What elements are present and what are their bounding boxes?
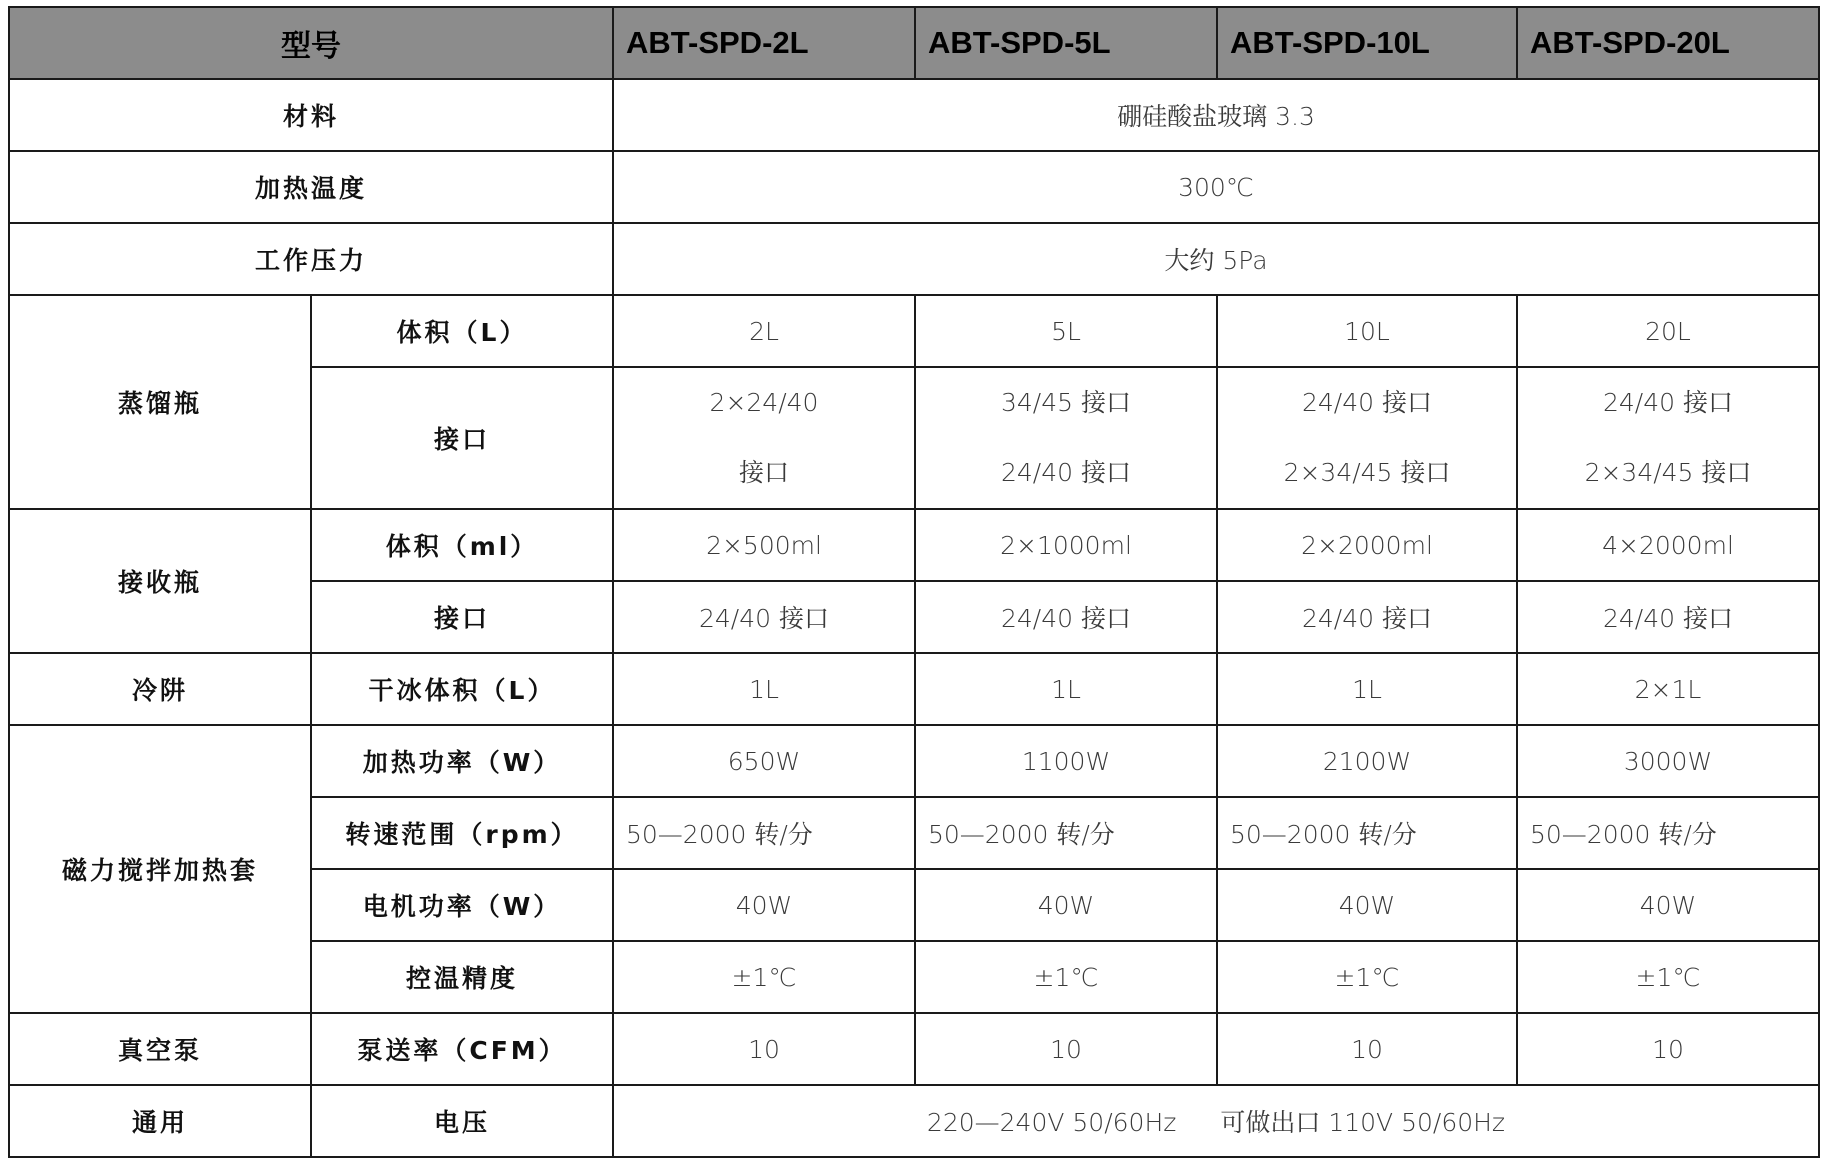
speed-range-2l: 50—2000 转/分 [613, 797, 915, 869]
flask-joint-5l-line1: 34/45 接口 [1001, 388, 1131, 417]
cold-trap-label: 冷阱 [9, 653, 311, 725]
pump-rate-label: 泵送率（CFM） [311, 1013, 613, 1085]
heating-temp-value: 300℃ [613, 151, 1819, 223]
heating-temp-label: 加热温度 [9, 151, 613, 223]
pump-rate-5l: 10 [915, 1013, 1217, 1085]
flask-joint-2l-line1: 2×24/40 [709, 388, 819, 417]
table-row [9, 1085, 1819, 1157]
vacuum-pump-label: 真空泵 [9, 1013, 311, 1085]
temp-accuracy-10l: ±1℃ [1217, 941, 1517, 1013]
table-row [9, 509, 1819, 581]
model-header: 型号 [9, 7, 613, 79]
model-column-5l: ABT-SPD-5L [915, 7, 1217, 79]
voltage-value-cell [613, 1085, 1819, 1157]
receiving-volume-5l: 2×1000ml [915, 509, 1217, 581]
material-value: 硼硅酸盐玻璃 3.3 [613, 79, 1819, 151]
table-row [9, 223, 1819, 295]
flask-joint-label: 接口 [311, 367, 613, 509]
dry-ice-label: 干冰体积（L） [311, 653, 613, 725]
receiving-volume-10l: 2×2000ml [1217, 509, 1517, 581]
table-row [9, 295, 1819, 367]
model-column-20l: ABT-SPD-20L [1517, 7, 1819, 79]
flask-joint-20l-line2: 2×34/45 接口 [1584, 458, 1752, 487]
table-row [9, 1013, 1819, 1085]
speed-range-20l: 50—2000 转/分 [1517, 797, 1819, 869]
material-label: 材料 [9, 79, 613, 151]
receiving-volume-label: 体积（ml） [311, 509, 613, 581]
dry-ice-5l: 1L [915, 653, 1217, 725]
receiving-volume-2l: 2×500ml [613, 509, 915, 581]
spec-table [8, 6, 1820, 1158]
motor-power-label: 电机功率（W） [311, 869, 613, 941]
dry-ice-10l: 1L [1217, 653, 1517, 725]
receiving-flask-label: 接收瓶 [9, 509, 311, 653]
flask-joint-5l [915, 367, 1217, 509]
heating-power-10l: 2100W [1217, 725, 1517, 797]
distillation-flask-label: 蒸馏瓶 [9, 295, 311, 509]
receiving-joint-20l: 24/40 接口 [1517, 581, 1819, 653]
flask-volume-10l: 10L [1217, 295, 1517, 367]
speed-range-5l: 50—2000 转/分 [915, 797, 1217, 869]
voltage-value-alt: 可做出口 110V 50/60Hz [1220, 1108, 1506, 1137]
temp-accuracy-5l: ±1℃ [915, 941, 1217, 1013]
voltage-label: 电压 [311, 1085, 613, 1157]
dry-ice-2l: 1L [613, 653, 915, 725]
table-row [9, 725, 1819, 797]
receiving-joint-2l: 24/40 接口 [613, 581, 915, 653]
flask-joint-20l-line1: 24/40 接口 [1603, 388, 1733, 417]
receiving-joint-10l: 24/40 接口 [1217, 581, 1517, 653]
heating-power-5l: 1100W [915, 725, 1217, 797]
model-column-2l: ABT-SPD-2L [613, 7, 915, 79]
flask-volume-20l: 20L [1517, 295, 1819, 367]
flask-joint-2l-line2: 接口 [738, 458, 789, 487]
flask-joint-2l [613, 367, 915, 509]
receiving-volume-20l: 4×2000ml [1517, 509, 1819, 581]
temp-accuracy-20l: ±1℃ [1517, 941, 1819, 1013]
flask-joint-5l-line2: 24/40 接口 [1001, 458, 1131, 487]
speed-range-10l: 50—2000 转/分 [1217, 797, 1517, 869]
working-pressure-value: 大约 5Pa [613, 223, 1819, 295]
table-row [9, 653, 1819, 725]
flask-joint-10l-line1: 24/40 接口 [1302, 388, 1432, 417]
header-row [9, 7, 1819, 79]
speed-range-label: 转速范围（rpm） [311, 797, 613, 869]
pump-rate-20l: 10 [1517, 1013, 1819, 1085]
pump-rate-10l: 10 [1217, 1013, 1517, 1085]
receiving-joint-label: 接口 [311, 581, 613, 653]
model-column-10l: ABT-SPD-10L [1217, 7, 1517, 79]
table-row [9, 79, 1819, 151]
flask-volume-2l: 2L [613, 295, 915, 367]
dry-ice-20l: 2×1L [1517, 653, 1819, 725]
general-label: 通用 [9, 1085, 311, 1157]
flask-joint-10l [1217, 367, 1517, 509]
voltage-value: 220—240V 50/60Hz [926, 1108, 1177, 1137]
flask-joint-20l [1517, 367, 1819, 509]
heating-power-2l: 650W [613, 725, 915, 797]
temp-accuracy-label: 控温精度 [311, 941, 613, 1013]
motor-power-20l: 40W [1517, 869, 1819, 941]
working-pressure-label: 工作压力 [9, 223, 613, 295]
flask-volume-label: 体积（L） [311, 295, 613, 367]
flask-joint-10l-line2: 2×34/45 接口 [1283, 458, 1451, 487]
receiving-joint-5l: 24/40 接口 [915, 581, 1217, 653]
pump-rate-2l: 10 [613, 1013, 915, 1085]
motor-power-10l: 40W [1217, 869, 1517, 941]
heating-mantle-label: 磁力搅拌加热套 [9, 725, 311, 1013]
table-row [9, 151, 1819, 223]
motor-power-2l: 40W [613, 869, 915, 941]
heating-power-label: 加热功率（W） [311, 725, 613, 797]
motor-power-5l: 40W [915, 869, 1217, 941]
temp-accuracy-2l: ±1℃ [613, 941, 915, 1013]
heating-power-20l: 3000W [1517, 725, 1819, 797]
flask-volume-5l: 5L [915, 295, 1217, 367]
